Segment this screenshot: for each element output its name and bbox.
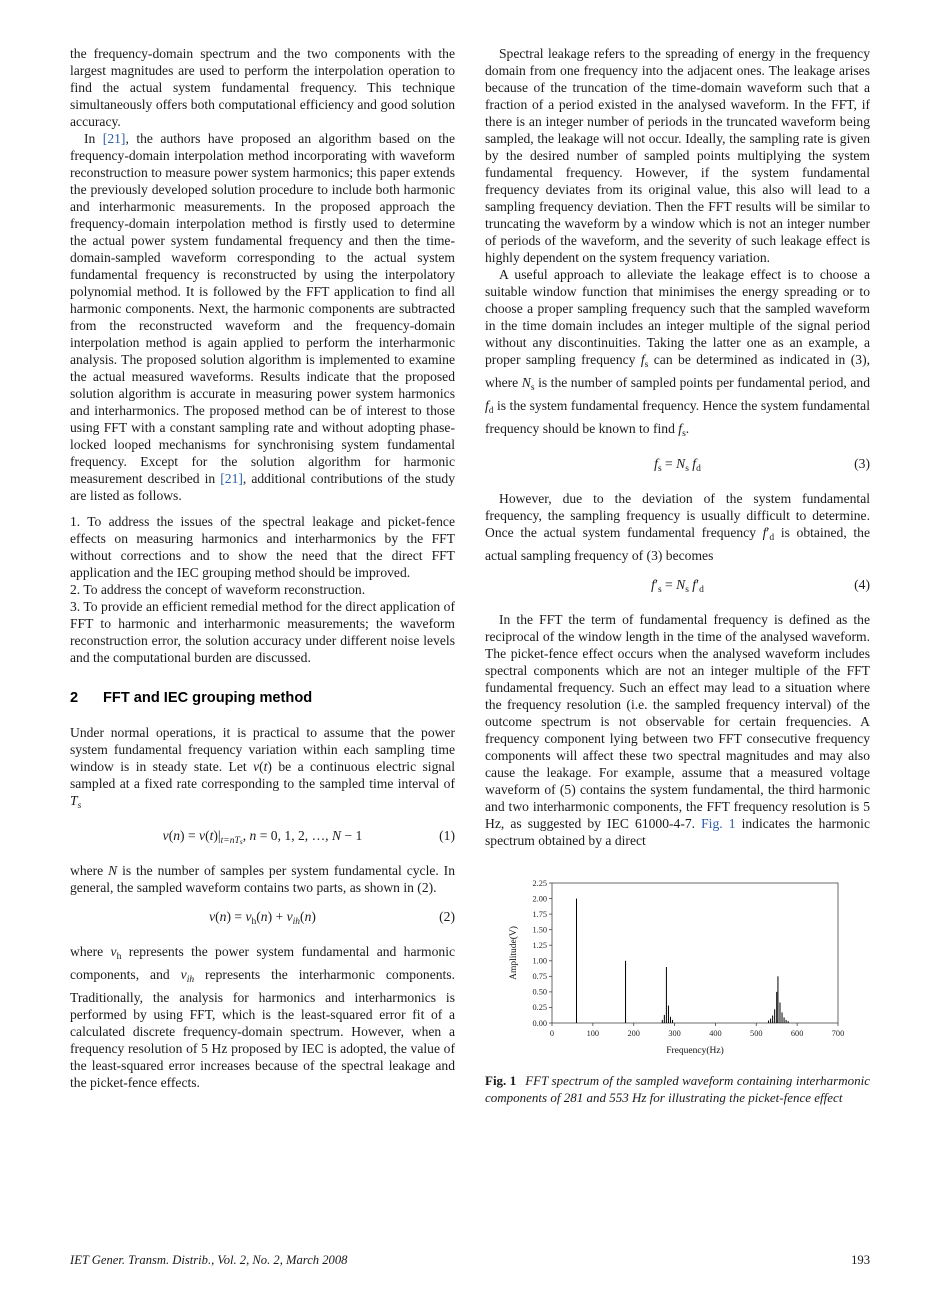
svg-text:2.25: 2.25 — [531, 879, 547, 889]
text-run: n — [260, 909, 268, 925]
equation-body — [162, 828, 363, 847]
inline-link[interactable]: [21] — [102, 131, 126, 146]
text-run: t — [263, 759, 268, 774]
section-heading — [70, 690, 455, 707]
figure-label: Fig. 1 — [485, 1073, 517, 1089]
text-run: . — [685, 421, 690, 437]
paragraph-picket-fence — [485, 611, 870, 849]
text-run: , additional contributions of the study are listed as follows. — [70, 471, 455, 503]
text-run: v — [253, 759, 260, 774]
text-run: v — [162, 828, 169, 844]
text-run: f — [692, 577, 697, 593]
page-footer — [70, 1253, 870, 1268]
text-run: s — [685, 585, 689, 596]
text-run: is the number of sampled points per fundamental period, and — [534, 375, 870, 391]
svg-text:0: 0 — [549, 1029, 554, 1039]
text-run: f — [640, 352, 645, 367]
section-number: 2 — [70, 690, 79, 706]
paragraph-deviation — [485, 490, 870, 564]
fft-spectrum-plot — [506, 873, 850, 1059]
figure-1 — [485, 873, 870, 1106]
text-run: represents the power system fundamental and harmonic components, and — [70, 944, 456, 983]
text-run: ′ — [766, 525, 770, 541]
paragraph-window — [485, 266, 870, 443]
inline-link[interactable]: Fig. 1 — [701, 816, 736, 832]
svg-text:100: 100 — [586, 1029, 599, 1039]
text-run: N — [108, 863, 118, 879]
text-run: n — [249, 828, 257, 844]
svg-text:700: 700 — [831, 1029, 844, 1039]
text-run: d — [696, 464, 701, 475]
text-run: However, due to the deviation of the system fundamental frequency, the sampling frequency is usually difficult to determine. Once the actual system fundamental frequency — [485, 491, 870, 541]
page-number: 193 — [851, 1253, 870, 1267]
text-run: A useful approach to alleviate the leakage effect is to choose a suitable window function that minimises the energy spreading or to choose a proper sampling frequency such that the sampled waveform in the time domain includes an integer multiple of the signal period without any discontinuities. Taking the latter one as an example, a proper sampling frequency — [485, 267, 870, 367]
svg-text:1.25: 1.25 — [531, 941, 547, 951]
text-run: where — [70, 863, 109, 879]
text-run: N — [676, 577, 686, 593]
text-run: ( — [215, 909, 220, 925]
text-run: v — [110, 944, 117, 960]
text-run: ih — [186, 975, 195, 986]
text-run: ) = — [226, 909, 246, 925]
text-run: h — [251, 917, 257, 928]
text-run: , the authors have proposed an algorithm based on the frequency-domain interpolation method incorporating with waveform reconstruction to measure power system harmonics; this paper extends the previously developed solution procedure to include both harmonic and interharmonic measurements. In the proposed approach the frequency-domain interpolation method is firstly used to determine the actual power system fundamental frequency and then the time-domain-sampled waveform corresponding to the actual system fundamental frequency is reconstructed by using the interpolatory polynomial method. It is followed by the FFT application to find all harmonic components. Next, the harmonic components are subtracted from the reconstructed waveform and the frequency-domain interpolation method is again applied to perform the interharmonic analysis. The proposed solution algorithm is implemented to examine the actual measured waveforms. Results indicate that the proposed solution algorithm is accurate in measuring power system harmonics and interharmonics. The proposed method can be of interest to those using FFT with a constant sampling rate and without adopting phase-locked looped mechanisms for synchronising system fundamental frequency. Except for the solution algorithm for harmonic measurement described in — [70, 131, 455, 486]
left-column — [70, 45, 455, 1106]
journal-citation: IET Gener. Transm. Distrib., Vol. 2, No. 2, March 2008 — [70, 1253, 348, 1267]
text-run: d — [699, 585, 704, 596]
svg-text:2.00: 2.00 — [531, 894, 547, 904]
text-run: ′ — [654, 577, 658, 593]
fft-spectrum-chart — [485, 873, 870, 1059]
paragraph-leakage — [485, 45, 870, 266]
text-run: N — [521, 375, 531, 391]
svg-text:1.50: 1.50 — [531, 925, 547, 935]
text-run: s — [685, 464, 689, 475]
svg-text:1.75: 1.75 — [531, 910, 547, 920]
text-run: = — [661, 577, 677, 593]
text-run: v — [245, 909, 252, 925]
text-run: s — [644, 360, 649, 371]
text-run: d — [488, 406, 494, 417]
text-run: v — [199, 828, 206, 844]
text-run: can be determined as indicated in (3), where — [485, 352, 870, 391]
text-run: t — [209, 828, 214, 844]
text-run: f — [654, 456, 658, 472]
text-run: f — [651, 577, 655, 593]
two-column-layout — [70, 45, 870, 1106]
text-run: ( — [259, 759, 264, 774]
text-run: is the system fundamental frequency. Hence the system fundamental frequency should be known to find — [485, 398, 870, 437]
text-run: n — [219, 909, 227, 925]
equation-number: (2) — [439, 909, 455, 925]
text-run: ) + — [267, 909, 287, 925]
text-run: Under normal operations, it is practical to assume that the power system fundamental frequency variation within each sampling time window is in steady state. Let — [70, 725, 455, 774]
text-run: n — [173, 828, 181, 844]
text-run: d — [769, 533, 775, 544]
text-run: = — [661, 456, 677, 472]
paragraph-continuation — [70, 45, 455, 130]
text-run: In — [84, 131, 103, 146]
equation-number: (3) — [854, 456, 870, 472]
svg-text:0.75: 0.75 — [531, 972, 547, 982]
text-run: f — [692, 456, 697, 472]
equation-body — [651, 577, 704, 596]
equation-number: (4) — [854, 577, 870, 593]
text-run: is obtained, the actual sampling frequency of (3) becomes — [485, 525, 870, 564]
text-run: , — [242, 828, 250, 844]
figure-caption-text: FFT spectrum of the sampled waveform containing interharmonic components of 281 and 553 Hz for illustrating the picket-fence effect — [485, 1073, 870, 1105]
text-run: Spectral leakage refers to the spreading of energy in the frequency domain from one frequency into the adjacent ones. The leakage arises because of the truncation of the time-domain waveform such that a fraction of a period existed in the analysed waveform. In the FFT, if there is an integer number of periods in the truncated waveform being sampled, the leakage will not occur. Ideally, the sampling rate is given by the desired number of sampled points multiplying the system fundamental frequency. However, if the system fundamental frequency deviates from its original value, this also will lead to a sampling frequency deviation. Then the FFT results will be similar to truncating the waveform by a window which is not an integer number of periods of the waveform, and the severity of such leakage effect is highly dependent on the system frequency variation. — [485, 46, 870, 265]
equation-1 — [70, 827, 455, 850]
right-column — [485, 45, 870, 1106]
text-run: = 0, 1, 2, …, — [256, 828, 332, 844]
svg-text:500: 500 — [749, 1029, 763, 1039]
svg-text:0.50: 0.50 — [531, 987, 547, 997]
text-run: − 1 — [341, 828, 363, 844]
equation-2 — [70, 908, 455, 931]
text-run: s — [657, 464, 662, 475]
text-run: s — [657, 585, 662, 596]
svg-text:600: 600 — [790, 1029, 803, 1039]
paragraph-where-n — [70, 862, 455, 896]
text-run: s — [77, 801, 82, 812]
text-run: ( — [300, 909, 305, 925]
text-run: )| — [213, 828, 221, 844]
text-run: h — [116, 952, 122, 963]
svg-text:1.00: 1.00 — [531, 956, 547, 966]
list-item: 3. To provide an efficient remedial method for the direct application of FFT to harmonic and interharmonic measurements; the waveform reconstruction error, the solution accuracy under different noise levels and the computational burden are discussed. — [70, 599, 455, 665]
equation-number: (1) — [439, 828, 455, 844]
list-item: 1. To address the issues of the spectral leakage and picket-fence effects on measuring harmonics and interharmonics by the FFT without corrections and to show the need that the direct FFT application and the IEC grouping method should be improved. — [70, 514, 455, 580]
text-run: ( — [205, 828, 210, 844]
text-run: where — [70, 944, 111, 960]
figure-caption — [485, 1073, 870, 1106]
text-run: the frequency-domain spectrum and the two components with the largest magnitudes are used to perform the interpolation operation to find the actual system fundamental frequency. This technique simultaneously offers both computational efficiency and good solution accuracy. — [70, 46, 455, 129]
equation-3 — [485, 455, 870, 478]
list-item: 2. To address the concept of waveform reconstruction. — [70, 582, 366, 597]
paragraph-overview — [70, 130, 455, 504]
text-run: f — [678, 421, 683, 437]
text-run: ( — [256, 909, 261, 925]
text-run: ) — [311, 909, 316, 925]
text-run: ( — [168, 828, 174, 844]
text-run: v — [209, 909, 216, 925]
text-run: ) be a continuous electric signal sampled at a fixed rate corresponding to the sampled time interval of — [70, 759, 455, 791]
y-axis-label: Amplitude(V) — [508, 926, 519, 981]
svg-text:0.00: 0.00 — [531, 1019, 547, 1029]
contributions-list — [70, 513, 455, 666]
text-run: ) = — [180, 828, 200, 844]
text-run: t=nT — [220, 836, 240, 847]
equation-4 — [485, 576, 870, 599]
text-run: n — [304, 909, 312, 925]
svg-text:400: 400 — [708, 1029, 722, 1039]
svg-text:200: 200 — [626, 1029, 640, 1039]
svg-text:300: 300 — [667, 1029, 681, 1039]
text-run: v — [180, 967, 187, 983]
text-run: f — [485, 398, 489, 414]
text-run: f — [762, 525, 767, 541]
inline-link[interactable]: [21] — [220, 471, 243, 486]
svg-text:0.25: 0.25 — [531, 1003, 547, 1013]
text-run: N — [676, 456, 686, 472]
section-title: FFT and IEC grouping method — [103, 690, 313, 706]
text-run: is the number of samples per system fundamental cycle. In general, the sampled waveform contains two parts, as shown in (2). — [70, 863, 456, 896]
text-run: N — [331, 828, 342, 844]
paragraph-components — [70, 943, 455, 1091]
text-run: indicates the harmonic spectrum obtained by a direct — [485, 816, 870, 849]
equation-body — [654, 456, 701, 475]
text-run: represents the interharmonic components. Traditionally, the analysis for harmonics and interharmonics is performed by using FFT, which is the least-squared error fit of a calculated discrete frequency-domain spectrum. However, when a frequency resolution of 5 Hz proposed by IEC is adopted, the value of the least-squared error increases because of the spectral leakage and the picket-fence effects. — [70, 967, 455, 1091]
x-axis-label: Frequency(Hz) — [665, 1046, 724, 1057]
equation-body — [209, 909, 316, 928]
text-run: s — [530, 383, 535, 394]
text-run: s — [682, 429, 686, 440]
text-run: ′ — [696, 577, 700, 593]
paragraph-model — [70, 724, 455, 815]
text-run: ih — [292, 917, 301, 928]
text-run: T — [70, 793, 78, 808]
text-run: v — [286, 909, 293, 925]
text-run: In the FFT the term of fundamental frequency is defined as the reciprocal of the window length in the time of the analysed waveform. The picket-fence effect occurs when the analysed waveform includes spectral components which are not an integer multiple of the FFT fundamental frequency. Such an effect may lead to a situation where the frequency resolution (i.e. the sampled frequency interval) of the outcome spectrum is not observable for certain frequencies. A frequency component lying between two FFT consecutive frequency components will affect these two spectral magnitudes and may also cause the leakage. For example, assume that a measured voltage waveform of (5) contains the system fundamental, the third harmonic and two interharmonic components, the FFT frequency resolution is 5 Hz, as suggested by IEC 61000-4-7. — [485, 612, 870, 832]
text-run: s — [239, 836, 243, 846]
